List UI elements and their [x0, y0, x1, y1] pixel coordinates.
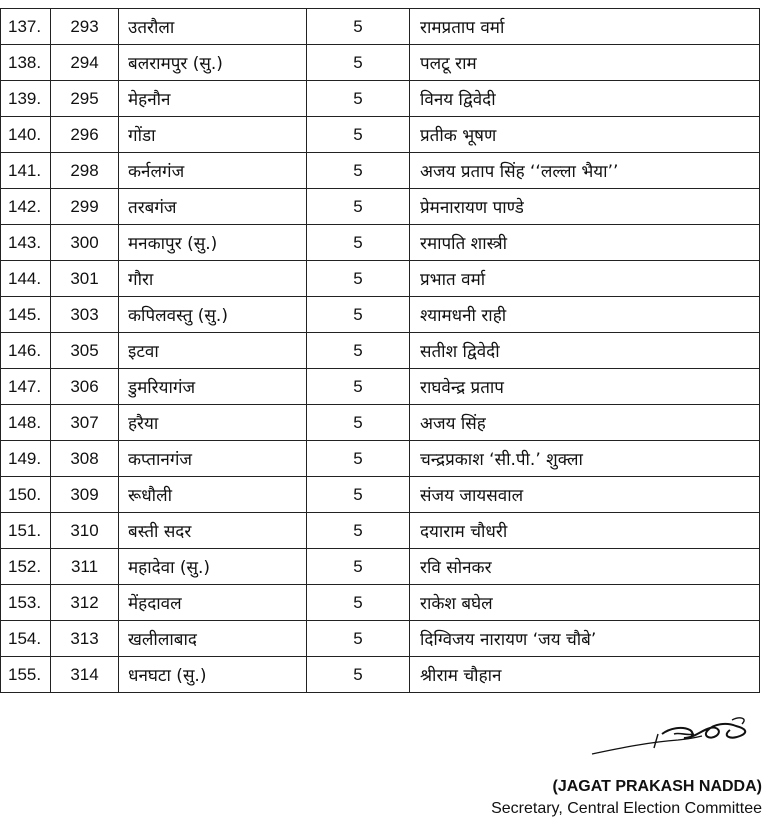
- table-row: [1, 189, 760, 225]
- table-row: [1, 81, 760, 117]
- serial-number-cell: 142.: [1, 189, 51, 225]
- table-row: [1, 405, 760, 441]
- constituency-number-cell: 311: [51, 549, 119, 585]
- constituency-name-cell: तरबगंज: [119, 189, 307, 225]
- constituency-number-cell: 295: [51, 81, 119, 117]
- serial-number-cell: 146.: [1, 333, 51, 369]
- phase-cell: 5: [307, 477, 410, 513]
- serial-number-cell: 155.: [1, 657, 51, 693]
- table-row: [1, 261, 760, 297]
- table-row: [1, 441, 760, 477]
- candidate-name-cell: राघवेन्द्र प्रताप: [410, 369, 760, 405]
- serial-number-cell: 145.: [1, 297, 51, 333]
- serial-number-cell: 140.: [1, 117, 51, 153]
- table-row: [1, 153, 760, 189]
- table-row: [1, 9, 760, 45]
- constituency-name-cell: मेहनौन: [119, 81, 307, 117]
- candidate-name-cell: सतीश द्विवेदी: [410, 333, 760, 369]
- phase-cell: 5: [307, 45, 410, 81]
- constituency-name-cell: गौरा: [119, 261, 307, 297]
- candidate-name-cell: रामप्रताप वर्मा: [410, 9, 760, 45]
- table-row: [1, 549, 760, 585]
- constituency-number-cell: 301: [51, 261, 119, 297]
- serial-number-cell: 144.: [1, 261, 51, 297]
- constituency-number-cell: 310: [51, 513, 119, 549]
- constituency-name-cell: धनघटा (सु.): [119, 657, 307, 693]
- phase-cell: 5: [307, 657, 410, 693]
- table-row: [1, 117, 760, 153]
- signature-image: [590, 712, 760, 772]
- constituency-name-cell: डुमरियागंज: [119, 369, 307, 405]
- constituency-number-cell: 299: [51, 189, 119, 225]
- table-row: [1, 477, 760, 513]
- phase-cell: 5: [307, 297, 410, 333]
- constituency-name-cell: कर्नलगंज: [119, 153, 307, 189]
- constituency-number-cell: 303: [51, 297, 119, 333]
- candidate-table-body: [1, 9, 760, 693]
- serial-number-cell: 138.: [1, 45, 51, 81]
- serial-number-cell: 139.: [1, 81, 51, 117]
- phase-cell: 5: [307, 405, 410, 441]
- phase-cell: 5: [307, 153, 410, 189]
- phase-cell: 5: [307, 9, 410, 45]
- candidate-name-cell: रवि सोनकर: [410, 549, 760, 585]
- serial-number-cell: 153.: [1, 585, 51, 621]
- constituency-number-cell: 298: [51, 153, 119, 189]
- serial-number-cell: 141.: [1, 153, 51, 189]
- constituency-number-cell: 296: [51, 117, 119, 153]
- constituency-number-cell: 309: [51, 477, 119, 513]
- constituency-name-cell: मेंहदावल: [119, 585, 307, 621]
- signatory-title: Secretary, Central Election Committee: [491, 800, 762, 817]
- phase-cell: 5: [307, 225, 410, 261]
- candidate-name-cell: चन्द्रप्रकाश ‘सी.पी.’ शुक्ला: [410, 441, 760, 477]
- phase-cell: 5: [307, 513, 410, 549]
- table-row: [1, 585, 760, 621]
- serial-number-cell: 137.: [1, 9, 51, 45]
- constituency-number-cell: 294: [51, 45, 119, 81]
- phase-cell: 5: [307, 441, 410, 477]
- table-row: [1, 297, 760, 333]
- constituency-name-cell: कपिलवस्तु (सु.): [119, 297, 307, 333]
- constituency-number-cell: 308: [51, 441, 119, 477]
- table-row: [1, 621, 760, 657]
- constituency-name-cell: कप्तानगंज: [119, 441, 307, 477]
- candidate-name-cell: विनय द्विवेदी: [410, 81, 760, 117]
- phase-cell: 5: [307, 369, 410, 405]
- constituency-name-cell: गोंडा: [119, 117, 307, 153]
- table-row: [1, 657, 760, 693]
- constituency-number-cell: 312: [51, 585, 119, 621]
- constituency-name-cell: महादेवा (सु.): [119, 549, 307, 585]
- constituency-number-cell: 307: [51, 405, 119, 441]
- serial-number-cell: 150.: [1, 477, 51, 513]
- phase-cell: 5: [307, 333, 410, 369]
- candidate-name-cell: श्यामधनी राही: [410, 297, 760, 333]
- serial-number-cell: 147.: [1, 369, 51, 405]
- constituency-name-cell: उतरौला: [119, 9, 307, 45]
- table-row: [1, 225, 760, 261]
- candidate-name-cell: पलटू राम: [410, 45, 760, 81]
- table-row: [1, 369, 760, 405]
- constituency-name-cell: हरैया: [119, 405, 307, 441]
- serial-number-cell: 148.: [1, 405, 51, 441]
- constituency-number-cell: 313: [51, 621, 119, 657]
- serial-number-cell: 143.: [1, 225, 51, 261]
- table-row: [1, 45, 760, 81]
- phase-cell: 5: [307, 621, 410, 657]
- constituency-name-cell: इटवा: [119, 333, 307, 369]
- constituency-number-cell: 314: [51, 657, 119, 693]
- candidate-name-cell: प्रतीक भूषण: [410, 117, 760, 153]
- table-row: [1, 333, 760, 369]
- serial-number-cell: 152.: [1, 549, 51, 585]
- constituency-number-cell: 305: [51, 333, 119, 369]
- candidate-name-cell: प्रेमनारायण पाण्डे: [410, 189, 760, 225]
- candidate-name-cell: संजय जायसवाल: [410, 477, 760, 513]
- constituency-name-cell: बस्ती सदर: [119, 513, 307, 549]
- signatory-name: (JAGAT PRAKASH NADDA): [552, 778, 762, 795]
- candidate-name-cell: दयाराम चौधरी: [410, 513, 760, 549]
- phase-cell: 5: [307, 81, 410, 117]
- constituency-name-cell: खलीलाबाद: [119, 621, 307, 657]
- serial-number-cell: 149.: [1, 441, 51, 477]
- table-row: [1, 513, 760, 549]
- constituency-number-cell: 306: [51, 369, 119, 405]
- serial-number-cell: 151.: [1, 513, 51, 549]
- serial-number-cell: 154.: [1, 621, 51, 657]
- phase-cell: 5: [307, 117, 410, 153]
- constituency-name-cell: मनकापुर (सु.): [119, 225, 307, 261]
- phase-cell: 5: [307, 549, 410, 585]
- constituency-number-cell: 300: [51, 225, 119, 261]
- candidate-name-cell: राकेश बघेल: [410, 585, 760, 621]
- candidate-name-cell: दिग्विजय नारायण ‘जय चौबे’: [410, 621, 760, 657]
- candidate-table: [0, 8, 760, 693]
- candidate-name-cell: रमापति शास्त्री: [410, 225, 760, 261]
- phase-cell: 5: [307, 585, 410, 621]
- candidate-name-cell: अजय सिंह: [410, 405, 760, 441]
- candidate-name-cell: श्रीराम चौहान: [410, 657, 760, 693]
- constituency-name-cell: रूधौली: [119, 477, 307, 513]
- candidate-name-cell: अजय प्रताप सिंह ‘‘लल्ला भैया’’: [410, 153, 760, 189]
- phase-cell: 5: [307, 261, 410, 297]
- constituency-number-cell: 293: [51, 9, 119, 45]
- phase-cell: 5: [307, 189, 410, 225]
- candidate-name-cell: प्रभात वर्मा: [410, 261, 760, 297]
- constituency-name-cell: बलरामपुर (सु.): [119, 45, 307, 81]
